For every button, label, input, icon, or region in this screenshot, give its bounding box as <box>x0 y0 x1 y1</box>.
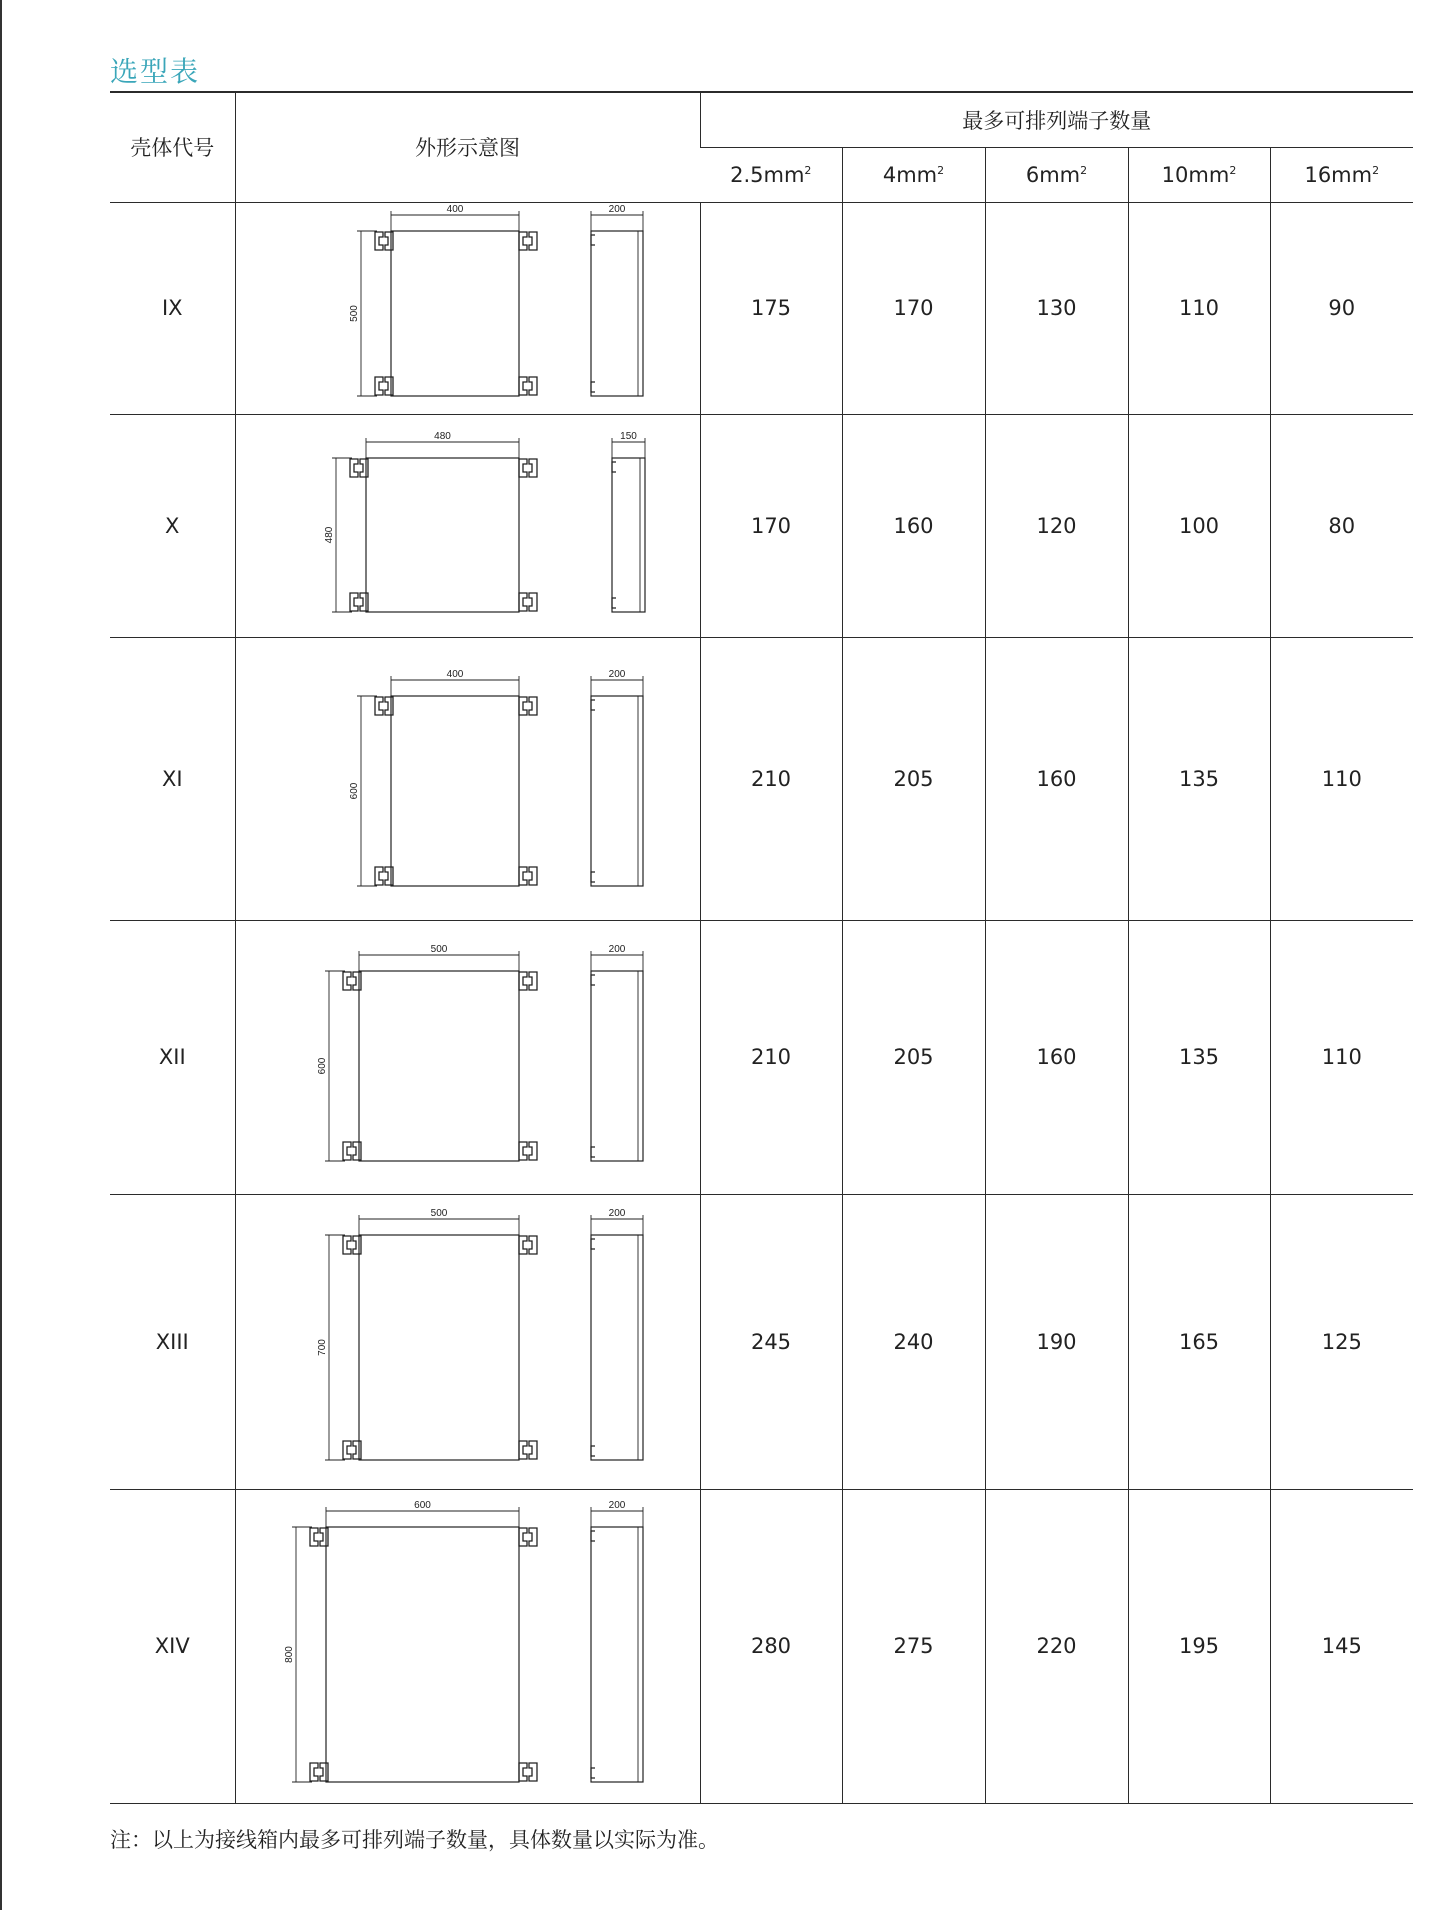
outline-drawing <box>236 638 700 920</box>
terminal-count: 160 <box>842 414 985 637</box>
enclosure-code: XIII <box>155 1329 189 1354</box>
outline-drawing <box>236 1490 700 1803</box>
terminal-count: 240 <box>842 1194 985 1489</box>
header-size: $10mm^2$ <box>1128 147 1270 202</box>
height-label: 500 <box>348 304 360 322</box>
width-label: 400 <box>446 203 463 215</box>
terminal-count: 280 <box>700 1489 842 1803</box>
hinge-icon <box>375 232 393 250</box>
terminal-count: 205 <box>842 637 985 920</box>
side-view-outline <box>591 696 643 886</box>
outline-drawing <box>236 921 700 1194</box>
outline-drawing <box>236 203 700 414</box>
side-hinge-icon <box>591 1768 595 1778</box>
hinge-icon <box>519 459 537 477</box>
hinge-icon <box>375 867 393 885</box>
terminal-count: 110 <box>1270 637 1413 920</box>
terminal-count: 210 <box>700 920 842 1194</box>
terminal-count: 210 <box>700 637 842 920</box>
terminal-count: 190 <box>985 1194 1128 1489</box>
side-view-outline <box>591 231 643 396</box>
side-hinge-icon <box>612 462 616 472</box>
front-view-outline <box>359 971 519 1161</box>
hinge-icon <box>519 697 537 715</box>
header-size: $6mm^2$ <box>985 147 1128 202</box>
table-row <box>110 1194 1413 1489</box>
header-row-1 <box>110 92 1413 147</box>
hinge-icon <box>310 1763 328 1781</box>
enclosure-code: XII <box>158 1045 186 1069</box>
side-hinge-icon <box>591 700 595 710</box>
width-label: 480 <box>433 430 451 442</box>
front-view-outline <box>326 1527 519 1782</box>
terminal-count: 135 <box>1128 637 1270 920</box>
side-hinge-icon <box>591 382 595 392</box>
terminal-count: 195 <box>1128 1489 1270 1803</box>
hinge-icon <box>519 1142 537 1160</box>
hinge-icon <box>519 1763 537 1781</box>
hinge-icon <box>519 1528 537 1546</box>
height-label: 600 <box>316 1057 328 1074</box>
side-view-outline <box>591 1235 643 1460</box>
side-hinge-icon <box>612 598 616 608</box>
depth-label: 150 <box>619 430 637 442</box>
hinge-icon <box>519 1236 537 1254</box>
header-size: $2.5mm^2$ <box>730 162 812 187</box>
hinge-icon <box>519 593 537 611</box>
header-diagram: 外形示意图 <box>235 92 700 202</box>
side-hinge-icon <box>591 1446 595 1456</box>
depth-label: 200 <box>608 203 625 215</box>
outline-drawing <box>236 1195 700 1489</box>
hinge-icon <box>343 1441 361 1459</box>
terminal-count: 145 <box>1270 1489 1413 1803</box>
front-view-outline <box>359 1235 519 1460</box>
terminal-count: 110 <box>1128 202 1270 414</box>
hinge-icon <box>375 377 393 395</box>
side-hinge-icon <box>591 975 595 985</box>
outline-diagram <box>235 1489 700 1803</box>
outline-diagram <box>235 920 700 1194</box>
page-left-border <box>0 0 2 1910</box>
table-row <box>110 414 1413 637</box>
height-label: 480 <box>323 526 335 543</box>
side-hinge-icon <box>591 1531 595 1541</box>
terminal-count: 120 <box>985 414 1128 637</box>
terminal-count: 90 <box>1270 202 1413 414</box>
terminal-count: 135 <box>1128 920 1270 1194</box>
terminal-count: 160 <box>985 637 1128 920</box>
enclosure-code: XIV <box>154 1634 190 1658</box>
front-view-outline <box>391 231 519 396</box>
terminal-count: 160 <box>985 920 1128 1194</box>
enclosure-code: XI <box>161 766 183 791</box>
side-view-outline <box>591 1527 643 1782</box>
enclosure-code: IX <box>161 296 183 320</box>
footnote: 注：以上为接线箱内最多可排列端子数量，具体数量以实际为准。 <box>110 1828 719 1852</box>
outline-diagram <box>235 637 700 920</box>
hinge-icon <box>343 1236 361 1254</box>
width-label: 400 <box>446 668 463 680</box>
terminal-count: 245 <box>700 1194 842 1489</box>
header-max-terminals: 最多可排列端子数量 <box>700 92 1413 147</box>
depth-label: 200 <box>608 1499 625 1511</box>
hinge-icon <box>375 697 393 715</box>
hinge-icon <box>519 232 537 250</box>
width-label: 500 <box>430 1207 447 1219</box>
table-row <box>110 202 1413 414</box>
height-label: 800 <box>283 1645 295 1663</box>
terminal-count: 130 <box>985 202 1128 414</box>
hinge-icon <box>343 1142 361 1160</box>
side-view-outline <box>591 971 643 1161</box>
front-view-outline <box>366 458 519 612</box>
terminal-count: 275 <box>842 1489 985 1803</box>
side-hinge-icon <box>591 1147 595 1157</box>
depth-label: 200 <box>608 943 625 955</box>
terminal-count: 125 <box>1270 1194 1413 1489</box>
header-size: $4mm^2$ <box>842 147 985 202</box>
table-row <box>110 1489 1413 1803</box>
hinge-icon <box>519 972 537 990</box>
table-row <box>110 920 1413 1194</box>
front-view-outline <box>391 696 519 886</box>
hinge-icon <box>310 1528 328 1546</box>
hinge-icon <box>350 593 368 611</box>
depth-label: 200 <box>608 668 625 680</box>
terminal-count: 100 <box>1128 414 1270 637</box>
hinge-icon <box>343 972 361 990</box>
side-hinge-icon <box>591 1239 595 1249</box>
side-hinge-icon <box>591 235 595 245</box>
terminal-count: 110 <box>1270 920 1413 1194</box>
height-label: 600 <box>348 782 360 799</box>
terminal-count: 205 <box>842 920 985 1194</box>
terminal-count: 80 <box>1270 414 1413 637</box>
terminal-count: 165 <box>1128 1194 1270 1489</box>
outline-diagram <box>235 1194 700 1489</box>
height-label: 700 <box>316 1338 328 1356</box>
hinge-icon <box>519 377 537 395</box>
outline-drawing <box>236 415 700 637</box>
width-label: 500 <box>430 943 447 955</box>
terminal-count: 170 <box>700 414 842 637</box>
terminal-count: 170 <box>842 202 985 414</box>
hinge-icon <box>519 1441 537 1459</box>
outline-diagram <box>235 414 700 637</box>
hinge-icon <box>519 867 537 885</box>
side-hinge-icon <box>591 872 595 882</box>
enclosure-code: X <box>165 513 180 538</box>
outline-diagram <box>235 202 700 414</box>
header-size: $16mm^2$ <box>1270 147 1413 202</box>
depth-label: 200 <box>608 1207 625 1219</box>
page-title: 选型表 <box>110 55 201 88</box>
selection-table <box>110 91 1413 1804</box>
terminal-count: 175 <box>700 202 842 414</box>
width-label: 600 <box>413 1499 431 1511</box>
table-row <box>110 637 1413 920</box>
hinge-icon <box>350 459 368 477</box>
terminal-count: 220 <box>985 1489 1128 1803</box>
header-code: 壳体代号 <box>130 136 215 161</box>
